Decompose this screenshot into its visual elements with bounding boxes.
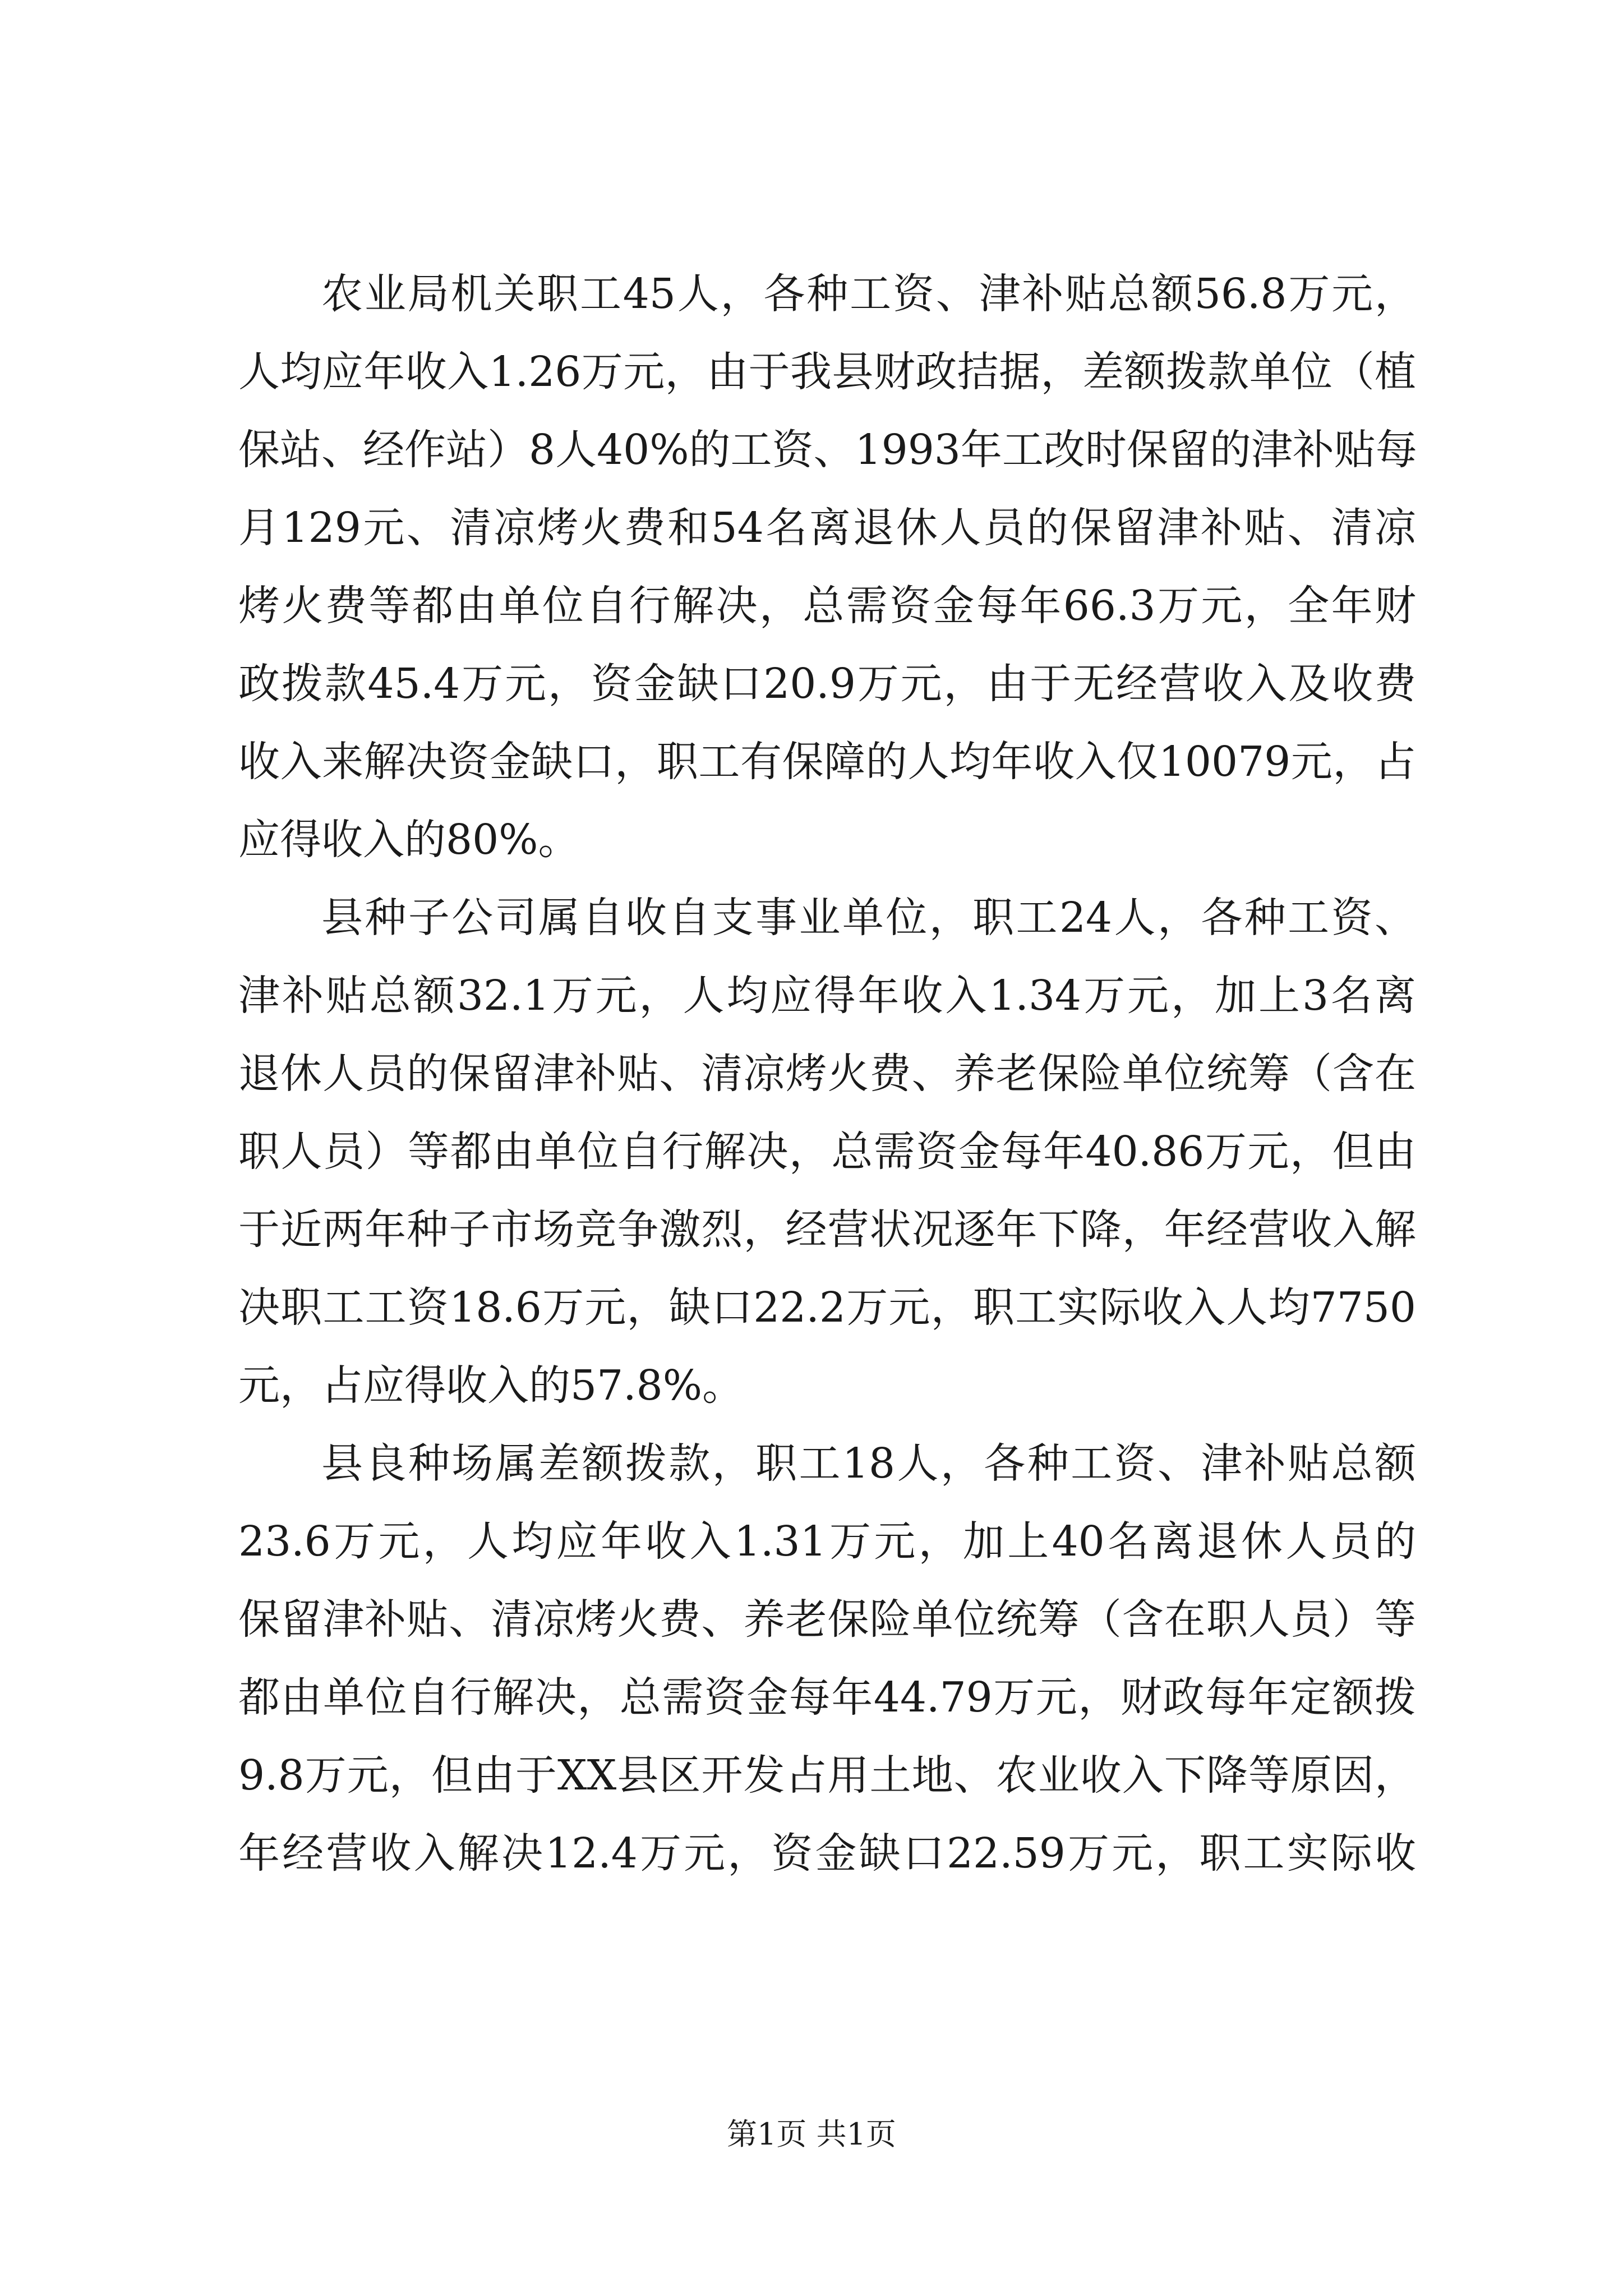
paragraph-line: 职人员）等都由单位自行解决，总需资金每年40.86万元，但由 xyxy=(238,1128,1416,1176)
paragraph-line: 保留津补贴、清凉烤火费、养老保险单位统筹（含在职人员）等 xyxy=(238,1595,1416,1644)
page-number-label: 第1页 共1页 xyxy=(727,2116,896,2152)
paragraph-line: 元，占应得收入的57.8%。 xyxy=(238,1361,744,1410)
paragraph-line: 县种子公司属自收自支事业单位，职工24人，各种工资、 xyxy=(321,894,1416,942)
paragraph-line: 年经营收入解决12.4万元，资金缺口22.59万元，职工实际收 xyxy=(238,1829,1416,1878)
document-body xyxy=(238,255,1416,1893)
paragraph-line: 收入来解决资金缺口，职工有保障的人均年收入仅10079元，占 xyxy=(238,738,1416,786)
paragraph-line: 退休人员的保留津补贴、清凉烤火费、养老保险单位统筹（含在 xyxy=(238,1050,1416,1098)
paragraph-line: 9.8万元，但由于XX县区开发占用土地、农业收入下降等原因， xyxy=(238,1751,1416,1800)
page-footer xyxy=(0,2115,1623,2154)
paragraph-seed-farm xyxy=(238,1425,1416,1893)
paragraph-line: 烤火费等都由单位自行解决，总需资金每年66.3万元，全年财 xyxy=(238,582,1416,630)
paragraph-agriculture-bureau xyxy=(238,255,1416,879)
paragraph-line: 农业局机关职工45人，各种工资、津补贴总额56.8万元， xyxy=(321,270,1416,318)
paragraph-line: 都由单位自行解决，总需资金每年44.79万元，财政每年定额拨 xyxy=(238,1673,1416,1722)
paragraph-line: 政拨款45.4万元，资金缺口20.9万元，由于无经营收入及收费 xyxy=(238,660,1416,708)
paragraph-line: 月129元、清凉烤火费和54名离退休人员的保留津补贴、清凉 xyxy=(238,504,1416,552)
paragraph-line: 决职工工资18.6万元，缺口22.2万元，职工实际收入人均7750 xyxy=(238,1283,1416,1332)
paragraph-seed-company xyxy=(238,879,1416,1425)
paragraph-line: 县良种场属差额拨款，职工18人，各种工资、津补贴总额 xyxy=(321,1439,1416,1488)
paragraph-line: 于近两年种子市场竞争激烈，经营状况逐年下降，年经营收入解 xyxy=(238,1205,1416,1254)
paragraph-line: 津补贴总额32.1万元，人均应得年收入1.34万元，加上3名离 xyxy=(238,972,1416,1020)
paragraph-line: 23.6万元，人均应年收入1.31万元，加上40名离退休人员的 xyxy=(238,1517,1416,1566)
paragraph-line: 保站、经作站）8人40%的工资、1993年工改时保留的津补贴每 xyxy=(238,426,1417,474)
paragraph-line: 应得收入的80%。 xyxy=(238,816,580,864)
paragraph-line: 人均应年收入1.26万元，由于我县财政拮据，差额拨款单位（植 xyxy=(238,348,1416,396)
